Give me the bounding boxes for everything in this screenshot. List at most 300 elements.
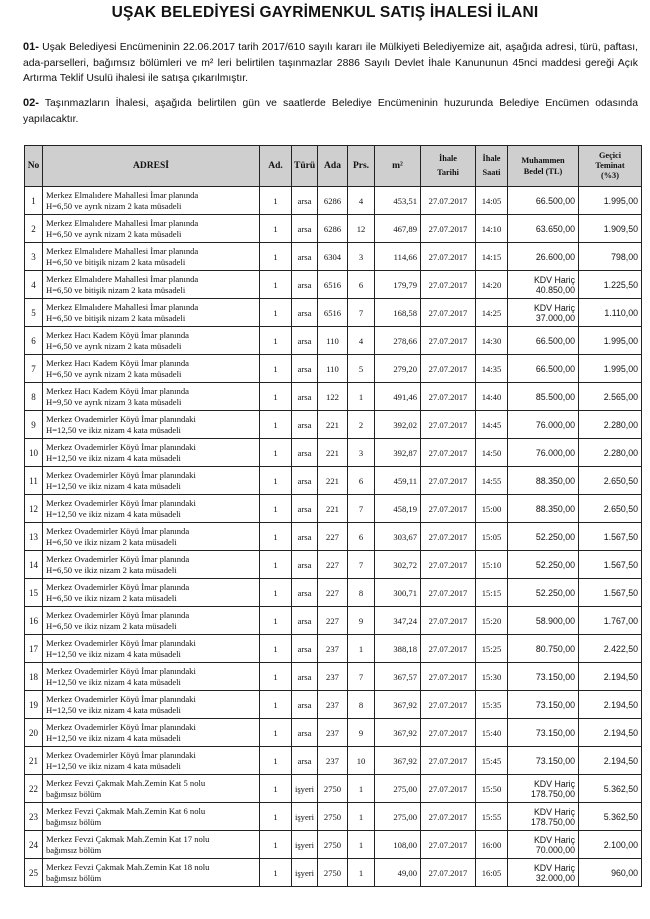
table-row bbox=[25, 747, 642, 775]
address-line2: H=12,50 ve ikiz nizam 4 kata müsadeli bbox=[46, 480, 181, 491]
cell-address bbox=[43, 719, 260, 747]
cell-address bbox=[43, 439, 260, 467]
cell-m2: 367,92 bbox=[375, 719, 421, 747]
address-line1: Merkez Ovademirler Köyü İmar planında bbox=[46, 581, 190, 592]
cell-type: arsa bbox=[292, 439, 318, 467]
cell-time: 15:05 bbox=[476, 523, 508, 551]
cell-price bbox=[508, 383, 579, 411]
table-row bbox=[25, 467, 642, 495]
header-m2: m² bbox=[375, 146, 421, 187]
cell-prs: 7 bbox=[348, 663, 375, 691]
price-value: 37.000,00 bbox=[535, 312, 575, 323]
price-value: 88.350,00 bbox=[535, 503, 575, 514]
cell-no: 5 bbox=[25, 299, 43, 327]
cell-no: 22 bbox=[25, 775, 43, 803]
cell-price bbox=[508, 271, 579, 299]
cell-address bbox=[43, 747, 260, 775]
cell-ad: 1 bbox=[260, 831, 292, 859]
cell-price bbox=[508, 523, 579, 551]
address-line1: Merkez Ovademirler Köyü İmar planında bbox=[46, 609, 190, 620]
cell-prs: 9 bbox=[348, 607, 375, 635]
cell-address bbox=[43, 775, 260, 803]
address-line1: Merkez Elmalıdere Mahallesi İmar planında bbox=[46, 301, 199, 312]
header-date-line1: İhale bbox=[439, 154, 457, 163]
header-address: ADRESİ bbox=[43, 146, 260, 187]
cell-deposit: 2.194,50 bbox=[579, 747, 642, 775]
cell-type: arsa bbox=[292, 663, 318, 691]
cell-no: 10 bbox=[25, 439, 43, 467]
cell-m2: 179,79 bbox=[375, 271, 421, 299]
price-value: 76.000,00 bbox=[535, 447, 575, 458]
address-line2: H=12,50 ve ikiz nizam 4 kata müsadeli bbox=[46, 508, 181, 519]
cell-ad: 1 bbox=[260, 691, 292, 719]
address-line2: H=6,50 ve ayrık nizam 2 kata müsadeli bbox=[46, 340, 182, 351]
cell-address bbox=[43, 327, 260, 355]
header-ada: Ada bbox=[318, 146, 348, 187]
cell-price bbox=[508, 243, 579, 271]
cell-price bbox=[508, 299, 579, 327]
cell-date: 27.07.2017 bbox=[421, 831, 476, 859]
cell-ada: 2750 bbox=[318, 803, 348, 831]
cell-price bbox=[508, 663, 579, 691]
cell-prs: 10 bbox=[348, 747, 375, 775]
cell-prs: 3 bbox=[348, 439, 375, 467]
cell-ad: 1 bbox=[260, 383, 292, 411]
cell-address bbox=[43, 663, 260, 691]
cell-prs: 1 bbox=[348, 859, 375, 887]
cell-time: 14:25 bbox=[476, 299, 508, 327]
cell-address bbox=[43, 635, 260, 663]
cell-m2: 458,19 bbox=[375, 495, 421, 523]
cell-ad: 1 bbox=[260, 579, 292, 607]
cell-ada: 221 bbox=[318, 439, 348, 467]
header-price-line1: Muhammen bbox=[521, 156, 565, 165]
cell-ada: 237 bbox=[318, 635, 348, 663]
cell-date: 27.07.2017 bbox=[421, 551, 476, 579]
cell-price bbox=[508, 551, 579, 579]
price-value: 52.250,00 bbox=[535, 531, 575, 542]
cell-no: 7 bbox=[25, 355, 43, 383]
price-value: 66.500,00 bbox=[535, 335, 575, 346]
cell-ada: 122 bbox=[318, 383, 348, 411]
cell-price bbox=[508, 635, 579, 663]
cell-m2: 392,87 bbox=[375, 439, 421, 467]
cell-no: 6 bbox=[25, 327, 43, 355]
cell-price bbox=[508, 691, 579, 719]
cell-deposit: 1.567,50 bbox=[579, 579, 642, 607]
table-row bbox=[25, 551, 642, 579]
cell-deposit: 1.995,00 bbox=[579, 355, 642, 383]
price-value: 52.250,00 bbox=[535, 559, 575, 570]
cell-type: arsa bbox=[292, 383, 318, 411]
header-deposit bbox=[579, 146, 642, 187]
cell-deposit: 798,00 bbox=[579, 243, 642, 271]
cell-ad: 1 bbox=[260, 327, 292, 355]
cell-time: 15:30 bbox=[476, 663, 508, 691]
cell-ada: 110 bbox=[318, 327, 348, 355]
cell-ad: 1 bbox=[260, 439, 292, 467]
cell-price bbox=[508, 495, 579, 523]
cell-no: 23 bbox=[25, 803, 43, 831]
address-line1: Merkez Ovademirler Köyü İmar planındaki bbox=[46, 497, 196, 508]
cell-date: 27.07.2017 bbox=[421, 355, 476, 383]
cell-prs: 8 bbox=[348, 691, 375, 719]
cell-prs: 6 bbox=[348, 467, 375, 495]
cell-time: 15:20 bbox=[476, 607, 508, 635]
cell-type: arsa bbox=[292, 215, 318, 243]
cell-time: 14:30 bbox=[476, 327, 508, 355]
property-table bbox=[24, 145, 642, 887]
cell-no: 9 bbox=[25, 411, 43, 439]
cell-ad: 1 bbox=[260, 859, 292, 887]
cell-no: 18 bbox=[25, 663, 43, 691]
cell-address bbox=[43, 859, 260, 887]
cell-ad: 1 bbox=[260, 495, 292, 523]
price-value: 66.500,00 bbox=[535, 363, 575, 374]
table-row bbox=[25, 719, 642, 747]
header-time-line2: Saati bbox=[482, 168, 501, 177]
cell-date: 27.07.2017 bbox=[421, 439, 476, 467]
cell-price bbox=[508, 747, 579, 775]
cell-type: arsa bbox=[292, 747, 318, 775]
cell-no: 17 bbox=[25, 635, 43, 663]
cell-type: arsa bbox=[292, 719, 318, 747]
table-row bbox=[25, 187, 642, 215]
cell-no: 2 bbox=[25, 215, 43, 243]
paragraph-02-text: Taşınmazların İhalesi, aşağıda belirtilen gün ve saatlerde Belediye Encümeninin huzurunda Belediye Encümen odasında yapılacaktır. bbox=[23, 98, 638, 125]
address-line2: H=6,50 ve ayrık nizam 2 kata müsadeli bbox=[46, 368, 182, 379]
address-line2: bağımsız bölüm bbox=[46, 788, 102, 799]
cell-address bbox=[43, 831, 260, 859]
cell-time: 15:50 bbox=[476, 775, 508, 803]
cell-date: 27.07.2017 bbox=[421, 187, 476, 215]
cell-time: 15:00 bbox=[476, 495, 508, 523]
cell-ad: 1 bbox=[260, 467, 292, 495]
cell-time: 15:10 bbox=[476, 551, 508, 579]
cell-date: 27.07.2017 bbox=[421, 383, 476, 411]
address-line1: Merkez Hacı Kadem Köyü İmar planında bbox=[46, 329, 189, 340]
paragraph-01-text: Uşak Belediyesi Encümeninin 22.06.2017 tarih 2017/610 sayılı kararı ile Mülkiyeti Belediyemize ait, aşağıda adresi, türü, paftası, ada-parselleri, bağımsız bölümleri ve m² leri belirtilen taşınmazlar 2886 Sayılı Devlet İhale Kanununun 45nci maddesi gereği Açık Artırma Teklif Usulü ihalesi ile satışa çıkarılmıştır. bbox=[23, 42, 639, 84]
cell-address bbox=[43, 523, 260, 551]
cell-m2: 302,72 bbox=[375, 551, 421, 579]
cell-prs: 12 bbox=[348, 215, 375, 243]
cell-date: 27.07.2017 bbox=[421, 495, 476, 523]
address-line2: H=12,50 ve ikiz nizam 4 kata müsadeli bbox=[46, 648, 181, 659]
table-row bbox=[25, 803, 642, 831]
table-row bbox=[25, 411, 642, 439]
cell-time: 15:35 bbox=[476, 691, 508, 719]
header-deposit-line1: Geçici bbox=[598, 151, 622, 160]
cell-m2: 278,66 bbox=[375, 327, 421, 355]
table-row bbox=[25, 775, 642, 803]
cell-time: 15:15 bbox=[476, 579, 508, 607]
cell-no: 8 bbox=[25, 383, 43, 411]
cell-price bbox=[508, 187, 579, 215]
cell-ad: 1 bbox=[260, 355, 292, 383]
cell-deposit: 1.567,50 bbox=[579, 523, 642, 551]
header-deposit-line2: Teminat bbox=[595, 161, 625, 170]
cell-price bbox=[508, 411, 579, 439]
cell-ad: 1 bbox=[260, 551, 292, 579]
cell-address bbox=[43, 271, 260, 299]
price-note: KDV Hariç bbox=[533, 806, 575, 817]
cell-no: 25 bbox=[25, 859, 43, 887]
paragraph-02-label: 02- bbox=[23, 97, 39, 109]
cell-date: 27.07.2017 bbox=[421, 523, 476, 551]
address-line1: Merkez Ovademirler Köyü İmar planında bbox=[46, 525, 190, 536]
cell-type: arsa bbox=[292, 467, 318, 495]
cell-prs: 1 bbox=[348, 831, 375, 859]
cell-time: 15:55 bbox=[476, 803, 508, 831]
table-row bbox=[25, 579, 642, 607]
table-row bbox=[25, 859, 642, 887]
address-line2: H=6,50 ve ayrık nizam 2 kata müsadeli bbox=[46, 228, 182, 239]
cell-ada: 6286 bbox=[318, 215, 348, 243]
cell-type: arsa bbox=[292, 243, 318, 271]
cell-ad: 1 bbox=[260, 775, 292, 803]
price-value: 73.150,00 bbox=[535, 699, 575, 710]
header-price bbox=[508, 146, 579, 187]
table-row bbox=[25, 383, 642, 411]
cell-deposit: 2.422,50 bbox=[579, 635, 642, 663]
cell-type: arsa bbox=[292, 187, 318, 215]
cell-m2: 168,58 bbox=[375, 299, 421, 327]
address-line1: Merkez Ovademirler Köyü İmar planındaki bbox=[46, 413, 196, 424]
cell-type: arsa bbox=[292, 327, 318, 355]
cell-type: arsa bbox=[292, 579, 318, 607]
cell-deposit: 2.194,50 bbox=[579, 691, 642, 719]
cell-m2: 459,11 bbox=[375, 467, 421, 495]
cell-date: 27.07.2017 bbox=[421, 607, 476, 635]
cell-no: 19 bbox=[25, 691, 43, 719]
cell-type: arsa bbox=[292, 411, 318, 439]
cell-deposit: 2.194,50 bbox=[579, 719, 642, 747]
address-line2: bağımsız bölüm bbox=[46, 816, 102, 827]
table-row bbox=[25, 215, 642, 243]
price-note: KDV Hariç bbox=[533, 274, 575, 285]
cell-deposit: 2.280,00 bbox=[579, 411, 642, 439]
cell-m2: 367,92 bbox=[375, 691, 421, 719]
cell-ad: 1 bbox=[260, 747, 292, 775]
cell-prs: 9 bbox=[348, 719, 375, 747]
address-line2: H=6,50 ve ikiz nizam 2 kata müsadeli bbox=[46, 536, 177, 547]
cell-m2: 367,92 bbox=[375, 747, 421, 775]
cell-m2: 279,20 bbox=[375, 355, 421, 383]
cell-no: 20 bbox=[25, 719, 43, 747]
cell-deposit: 1.995,00 bbox=[579, 187, 642, 215]
address-line2: H=9,50 ve ayrık nizam 3 kata müsadeli bbox=[46, 396, 182, 407]
cell-m2: 275,00 bbox=[375, 775, 421, 803]
cell-time: 14:35 bbox=[476, 355, 508, 383]
cell-price bbox=[508, 467, 579, 495]
cell-price bbox=[508, 355, 579, 383]
cell-prs: 4 bbox=[348, 327, 375, 355]
cell-prs: 5 bbox=[348, 355, 375, 383]
cell-no: 13 bbox=[25, 523, 43, 551]
paragraph-02 bbox=[23, 96, 638, 127]
cell-date: 27.07.2017 bbox=[421, 467, 476, 495]
cell-m2: 275,00 bbox=[375, 803, 421, 831]
cell-date: 27.07.2017 bbox=[421, 775, 476, 803]
cell-address bbox=[43, 691, 260, 719]
address-line1: Merkez Ovademirler Köyü İmar planındaki bbox=[46, 637, 196, 648]
price-value: 73.150,00 bbox=[535, 727, 575, 738]
cell-price bbox=[508, 327, 579, 355]
table-header-row bbox=[25, 146, 642, 187]
cell-type: arsa bbox=[292, 271, 318, 299]
address-line1: Merkez Elmalıdere Mahallesi İmar planında bbox=[46, 189, 199, 200]
price-value: 85.500,00 bbox=[535, 391, 575, 402]
price-value: 32.000,00 bbox=[535, 872, 575, 883]
cell-address bbox=[43, 243, 260, 271]
cell-address bbox=[43, 383, 260, 411]
cell-prs: 7 bbox=[348, 495, 375, 523]
cell-date: 27.07.2017 bbox=[421, 859, 476, 887]
cell-prs: 6 bbox=[348, 523, 375, 551]
address-line2: bağımsız bölüm bbox=[46, 844, 102, 855]
cell-address bbox=[43, 411, 260, 439]
cell-time: 15:25 bbox=[476, 635, 508, 663]
cell-ad: 1 bbox=[260, 523, 292, 551]
price-value: 66.500,00 bbox=[535, 195, 575, 206]
cell-deposit: 1.995,00 bbox=[579, 327, 642, 355]
address-line2: H=6,50 ve bitişik nizam 2 kata müsadeli bbox=[46, 312, 186, 323]
cell-no: 16 bbox=[25, 607, 43, 635]
cell-type: arsa bbox=[292, 355, 318, 383]
cell-date: 27.07.2017 bbox=[421, 299, 476, 327]
cell-address bbox=[43, 495, 260, 523]
price-note: KDV Hariç bbox=[533, 834, 575, 845]
cell-time: 14:15 bbox=[476, 243, 508, 271]
cell-prs: 2 bbox=[348, 411, 375, 439]
cell-address bbox=[43, 215, 260, 243]
cell-date: 27.07.2017 bbox=[421, 243, 476, 271]
cell-deposit: 2.565,00 bbox=[579, 383, 642, 411]
cell-time: 16:05 bbox=[476, 859, 508, 887]
cell-prs: 3 bbox=[348, 243, 375, 271]
table-row bbox=[25, 327, 642, 355]
address-line1: Merkez Fevzi Çakmak Mah.Zemin Kat 6 nolu bbox=[46, 805, 206, 816]
address-line2: H=6,50 ve ikiz nizam 2 kata müsadeli bbox=[46, 592, 177, 603]
header-time-line1: İhale bbox=[482, 154, 501, 163]
header-type: Türü bbox=[292, 146, 318, 187]
price-value: 178.750,00 bbox=[530, 816, 575, 827]
table-row bbox=[25, 439, 642, 467]
header-time bbox=[476, 146, 508, 187]
cell-ad: 1 bbox=[260, 299, 292, 327]
price-value: 73.150,00 bbox=[535, 755, 575, 766]
cell-price bbox=[508, 607, 579, 635]
cell-deposit: 5.362,50 bbox=[579, 803, 642, 831]
cell-ada: 227 bbox=[318, 523, 348, 551]
table-row bbox=[25, 523, 642, 551]
cell-price bbox=[508, 803, 579, 831]
cell-date: 27.07.2017 bbox=[421, 803, 476, 831]
paragraph-01 bbox=[23, 40, 638, 87]
address-line1: Merkez Fevzi Çakmak Mah.Zemin Kat 5 nolu bbox=[46, 777, 206, 788]
cell-ada: 2750 bbox=[318, 859, 348, 887]
table-row bbox=[25, 355, 642, 383]
address-line1: Merkez Fevzi Çakmak Mah.Zemin Kat 18 nolu bbox=[46, 861, 210, 872]
address-line1: Merkez Ovademirler Köyü İmar planındaki bbox=[46, 469, 196, 480]
cell-prs: 1 bbox=[348, 383, 375, 411]
price-value: 80.750,00 bbox=[535, 643, 575, 654]
cell-m2: 303,67 bbox=[375, 523, 421, 551]
table-row bbox=[25, 663, 642, 691]
price-value: 40.850,00 bbox=[535, 284, 575, 295]
cell-prs: 4 bbox=[348, 187, 375, 215]
cell-type: işyeri bbox=[292, 831, 318, 859]
address-line2: H=12,50 ve ikiz nizam 4 kata müsadeli bbox=[46, 452, 181, 463]
address-line1: Merkez Elmalıdere Mahallesi İmar planında bbox=[46, 245, 199, 256]
cell-prs: 7 bbox=[348, 551, 375, 579]
cell-deposit: 2.280,00 bbox=[579, 439, 642, 467]
cell-ad: 1 bbox=[260, 243, 292, 271]
price-note: KDV Hariç bbox=[533, 778, 575, 789]
address-line1: Merkez Elmalıdere Mahallesi İmar planında bbox=[46, 273, 199, 284]
cell-deposit: 2.650,50 bbox=[579, 495, 642, 523]
table-row bbox=[25, 243, 642, 271]
cell-ada: 221 bbox=[318, 495, 348, 523]
cell-ada: 2750 bbox=[318, 775, 348, 803]
cell-m2: 347,24 bbox=[375, 607, 421, 635]
table-row bbox=[25, 607, 642, 635]
cell-ada: 237 bbox=[318, 747, 348, 775]
cell-time: 16:00 bbox=[476, 831, 508, 859]
address-line1: Merkez Elmalıdere Mahallesi İmar planında bbox=[46, 217, 199, 228]
cell-time: 14:10 bbox=[476, 215, 508, 243]
cell-m2: 300,71 bbox=[375, 579, 421, 607]
cell-date: 27.07.2017 bbox=[421, 411, 476, 439]
price-value: 73.150,00 bbox=[535, 671, 575, 682]
cell-type: arsa bbox=[292, 495, 318, 523]
price-value: 26.600,00 bbox=[535, 251, 575, 262]
cell-no: 3 bbox=[25, 243, 43, 271]
cell-m2: 491,46 bbox=[375, 383, 421, 411]
cell-time: 15:45 bbox=[476, 747, 508, 775]
cell-ad: 1 bbox=[260, 187, 292, 215]
address-line2: H=12,50 ve ikiz nizam 4 kata müsadeli bbox=[46, 424, 181, 435]
cell-ada: 227 bbox=[318, 579, 348, 607]
cell-prs: 6 bbox=[348, 271, 375, 299]
address-line2: H=6,50 ve bitişik nizam 2 kata müsadeli bbox=[46, 256, 186, 267]
cell-ada: 237 bbox=[318, 663, 348, 691]
price-value: 63.650,00 bbox=[535, 223, 575, 234]
cell-ad: 1 bbox=[260, 663, 292, 691]
cell-ada: 6516 bbox=[318, 299, 348, 327]
cell-no: 24 bbox=[25, 831, 43, 859]
cell-deposit: 2.100,00 bbox=[579, 831, 642, 859]
cell-prs: 1 bbox=[348, 775, 375, 803]
header-ad: Ad. bbox=[260, 146, 292, 187]
cell-ad: 1 bbox=[260, 719, 292, 747]
cell-no: 1 bbox=[25, 187, 43, 215]
cell-prs: 1 bbox=[348, 635, 375, 663]
cell-type: arsa bbox=[292, 607, 318, 635]
cell-m2: 108,00 bbox=[375, 831, 421, 859]
cell-time: 14:05 bbox=[476, 187, 508, 215]
cell-prs: 8 bbox=[348, 579, 375, 607]
cell-time: 14:40 bbox=[476, 383, 508, 411]
price-value: 70.000,00 bbox=[535, 844, 575, 855]
cell-date: 27.07.2017 bbox=[421, 271, 476, 299]
table-row bbox=[25, 299, 642, 327]
cell-prs: 1 bbox=[348, 803, 375, 831]
cell-time: 14:20 bbox=[476, 271, 508, 299]
cell-m2: 392,02 bbox=[375, 411, 421, 439]
cell-ada: 221 bbox=[318, 467, 348, 495]
cell-date: 27.07.2017 bbox=[421, 719, 476, 747]
